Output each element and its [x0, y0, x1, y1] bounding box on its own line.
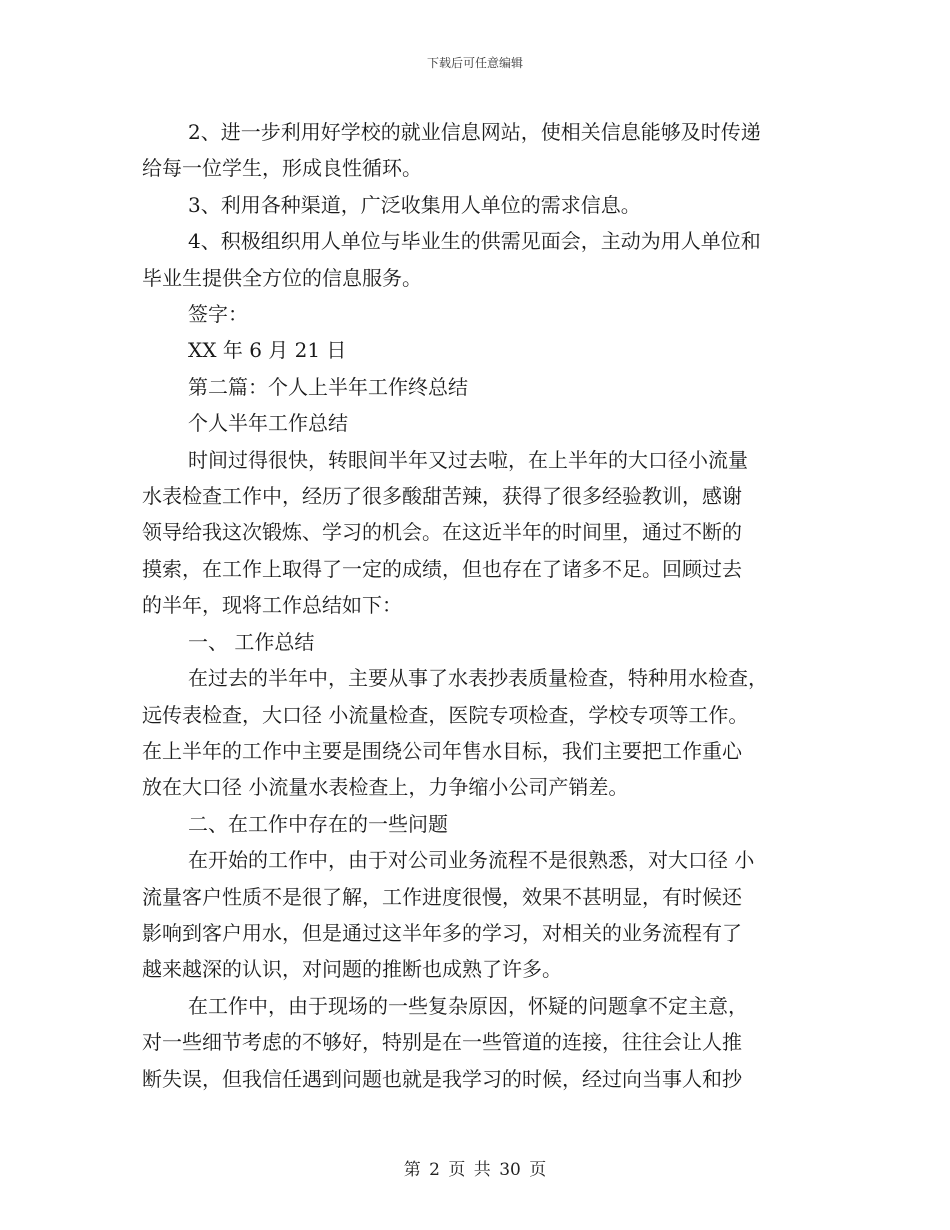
text-line: 毕业生提供全方位的信息服务。	[142, 265, 422, 290]
text-line: 在工作中，由于现场的一些复杂原因，怀疑的问题拿不定主意，	[188, 993, 748, 1018]
text-line: 在过去的半年中，主要从事了水表抄表质量检查，特种用水检查，	[188, 666, 768, 691]
text-line: 水表检查工作中，经历了很多酸甜苦辣，获得了很多经验教训，感谢	[142, 484, 742, 509]
text-line: 个人半年工作总结	[188, 411, 348, 436]
text-line: 一、 工作总结	[188, 629, 315, 654]
text-line: 断失误，但我信任遇到问题也就是我学习的时候，经过向当事人和抄	[142, 1066, 742, 1091]
text-line: 签字：	[188, 302, 248, 327]
text-line: 流量客户性质不是很了解，工作进度很慢，效果不甚明显，有时候还	[142, 884, 742, 909]
document-body	[142, 114, 810, 1097]
text-line: 越来越深的认识，对问题的推断也成熟了许多。	[142, 957, 562, 982]
text-line: 二、在工作中存在的一些问题	[188, 811, 448, 836]
text-line: 2、进一步利用好学校的就业信息网站，使相关信息能够及时传递	[188, 120, 761, 144]
text-line: 在开始的工作中，由于对公司业务流程不是很熟悉，对大口径 小	[188, 848, 755, 873]
text-line: 3、利用各种渠道，广泛收集用人单位的需求信息。	[188, 192, 641, 217]
text-line: 4、积极组织用人单位与毕业生的供需见面会，主动为用人单位和	[188, 229, 761, 254]
text-line: 影响到客户用水，但是通过这半年多的学习，对相关的业务流程有了	[142, 920, 742, 945]
text-line: 对一些细节考虑的不够好，特别是在一些管道的连接，往往会让人推	[142, 1030, 742, 1055]
text-line: 领导给我这次锻炼、学习的机会。在这近半年的时间里，通过不断的	[142, 520, 742, 545]
text-line: 的半年，现将工作总结如下：	[142, 593, 402, 618]
text-line: XX 年 6 月 21 日	[188, 338, 347, 363]
text-line: 给每一位学生，形成良性循环。	[142, 156, 422, 181]
page-footer: 第 2 页 共 30 页	[403, 1160, 547, 1180]
text-line: 时间过得很快，转眼间半年又过去啦，在上半年的大口径小流量	[188, 447, 748, 472]
text-line: 在上半年的工作中主要是围绕公司年售水目标，我们主要把工作重心	[142, 738, 742, 763]
text-line: 第二篇：个人上半年工作终总结	[188, 374, 468, 399]
text-line: 摸索，在工作上取得了一定的成绩，但也存在了诸多不足。回顾过去	[142, 556, 742, 581]
text-line: 远传表检查，大口径 小流量检查，医院专项检查，学校专项等工作。	[142, 702, 749, 727]
page-header: 下载后可任意编辑	[426, 56, 523, 70]
text-line: 放在大口径 小流量水表检查上，力争缩小公司产销差。	[142, 775, 629, 800]
